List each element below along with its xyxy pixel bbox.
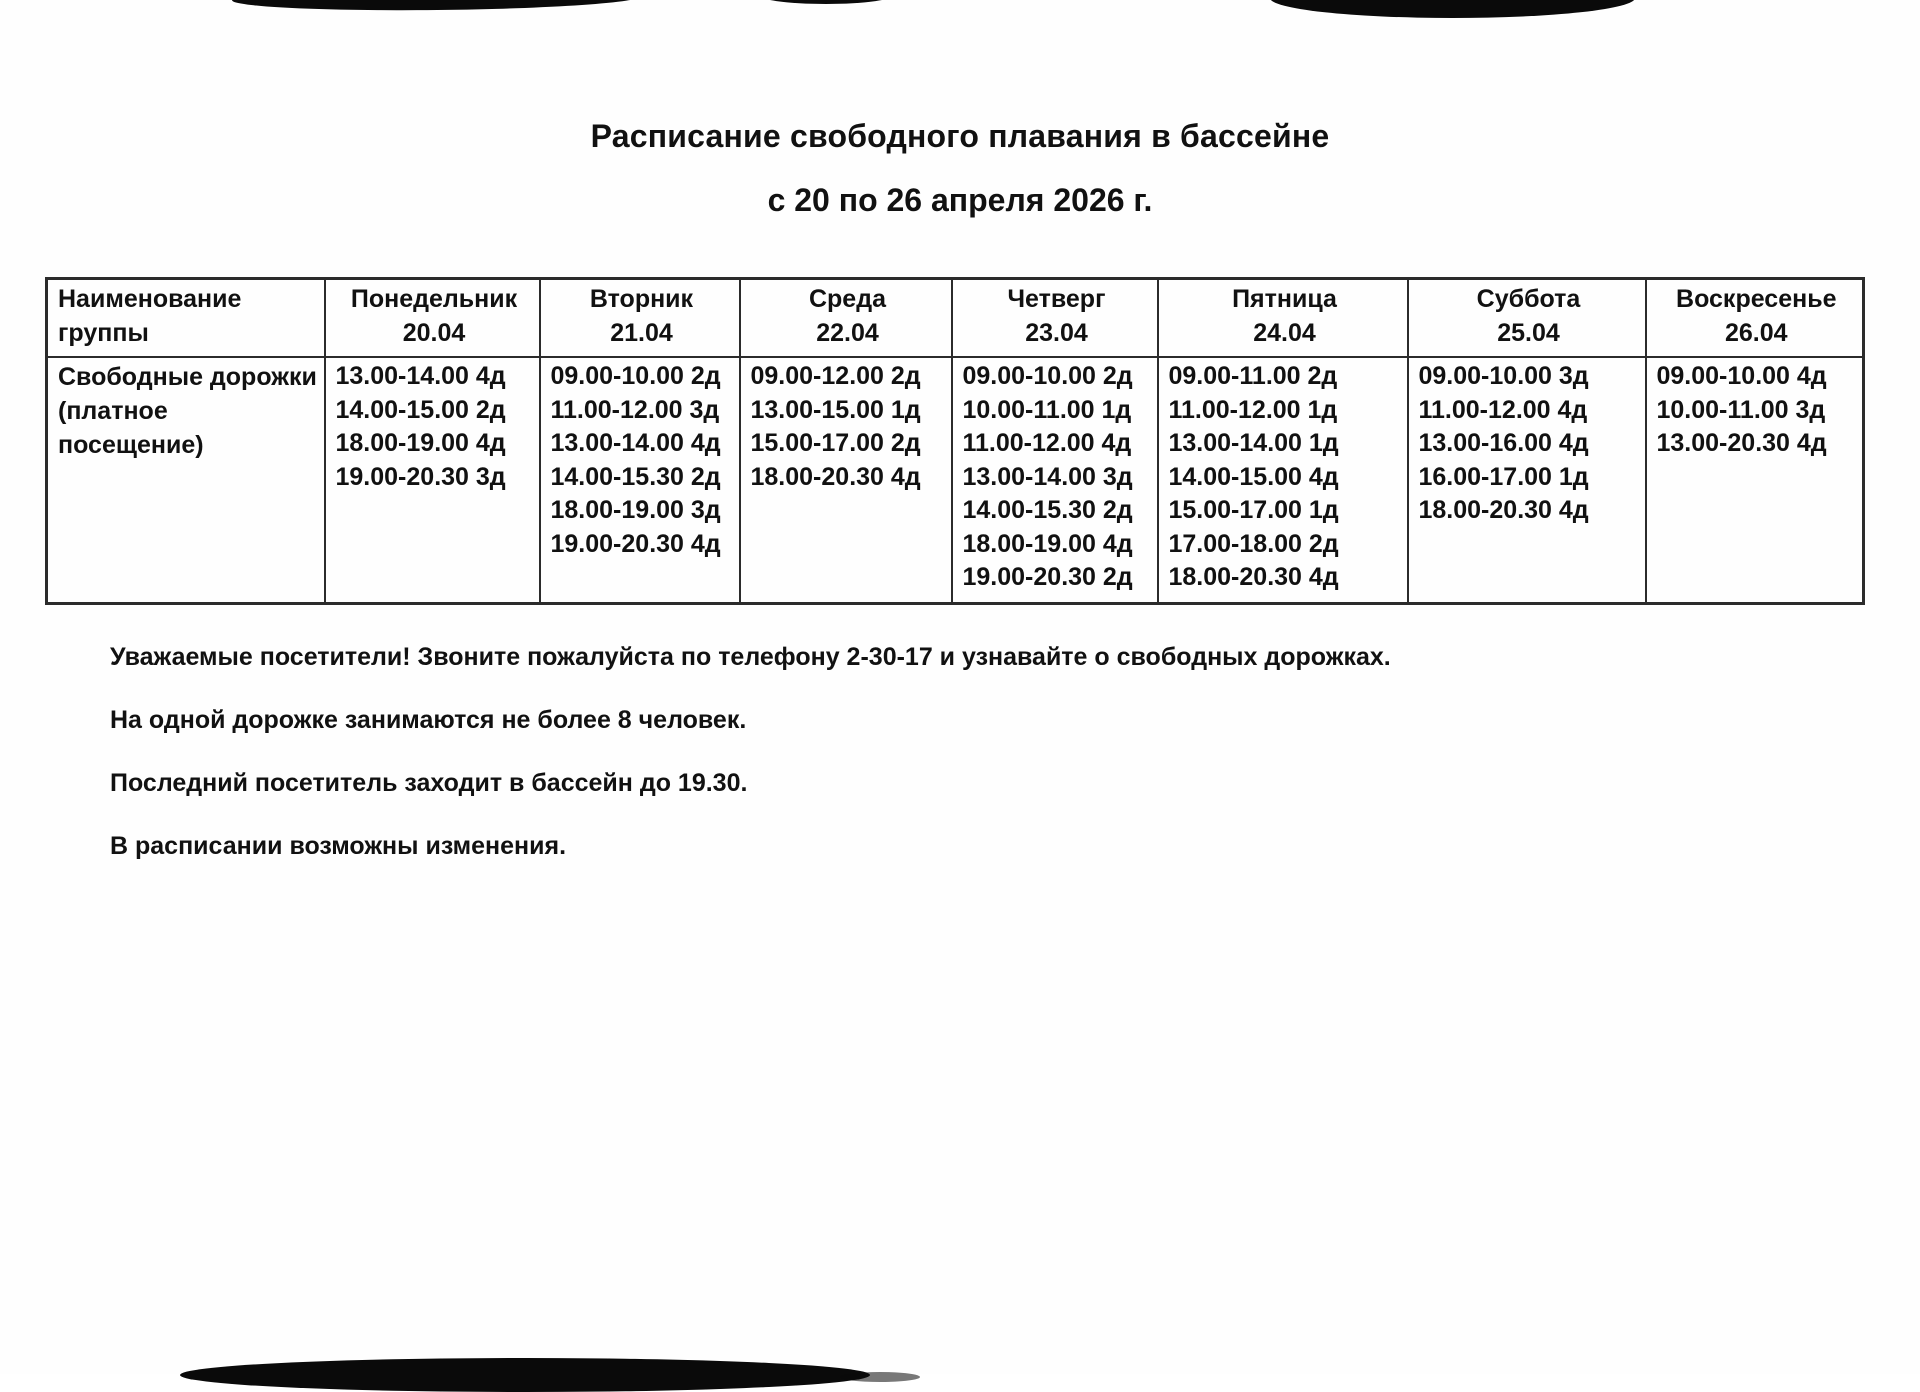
time-slot: 13.00-16.00 4д xyxy=(1418,429,1589,457)
time-slot: 09.00-11.00 2д xyxy=(1168,362,1338,390)
time-slot: 09.00-10.00 4д xyxy=(1656,362,1827,390)
time-slot: 13.00-14.00 1д xyxy=(1168,429,1339,457)
time-slot: 10.00-11.00 1д xyxy=(962,395,1132,424)
day-header-1 xyxy=(325,279,540,358)
time-slot: 10.00-11.00 3д xyxy=(1656,395,1826,424)
day-header-6 xyxy=(1408,279,1646,358)
day-header-7 xyxy=(1646,279,1864,358)
day-slots-cell xyxy=(540,357,740,604)
group-name-cell: Свободные дорожки (платное посещение) xyxy=(47,357,325,604)
note: В расписании возможны изменения. xyxy=(110,832,567,860)
time-slot: 18.00-19.00 4д xyxy=(335,429,506,457)
time-slot: 09.00-12.00 2д xyxy=(750,362,921,390)
day-header-5 xyxy=(1158,279,1408,358)
time-slot: 18.00-20.30 4д xyxy=(1168,563,1339,591)
time-slot: 14.00-15.00 2д xyxy=(335,395,506,424)
time-slot: 09.00-10.00 3д xyxy=(1418,362,1589,390)
note: Уважаемые посетители! Звоните пожалуйста по телефону 2-30-17 и узнавайте о свободных дорожках. xyxy=(110,643,1391,671)
day-name: Понедельник xyxy=(350,285,518,313)
time-slot: 13.00-14.00 3д xyxy=(962,462,1133,491)
time-slot: 09.00-10.00 2д xyxy=(962,362,1133,390)
time-slot: 13.00-14.00 4д xyxy=(550,429,721,457)
scan-artifact xyxy=(180,1358,870,1392)
time-slot: 13.00-14.00 4д xyxy=(335,362,506,390)
day-date: 20.04 xyxy=(402,319,466,347)
scan-artifact xyxy=(756,0,896,4)
day-date: 26.04 xyxy=(1724,319,1788,347)
day-name: Воскресенье xyxy=(1676,285,1837,313)
day-name: Вторник xyxy=(589,285,694,313)
note: На одной дорожке занимаются не более 8 человек. xyxy=(110,706,747,734)
schedule-table xyxy=(45,277,1865,605)
time-slot: 16.00-17.00 1д xyxy=(1418,462,1589,491)
day-slots-cell xyxy=(1646,357,1864,604)
day-date: 21.04 xyxy=(610,319,673,347)
time-slot: 09.00-10.00 2д xyxy=(550,362,721,390)
time-slot: 18.00-19.00 3д xyxy=(550,496,721,524)
time-slot: 18.00-20.30 4д xyxy=(750,462,921,491)
time-slot: 19.00-20.30 3д xyxy=(335,462,506,491)
time-slot: 13.00-15.00 1д xyxy=(750,395,921,424)
time-slot: 17.00-18.00 2д xyxy=(1168,529,1339,558)
day-name: Среда xyxy=(808,285,886,313)
day-slots-cell xyxy=(952,357,1158,604)
day-name: Суббота xyxy=(1476,285,1581,313)
notes-section xyxy=(110,642,1810,894)
table-row xyxy=(47,357,1864,604)
time-slot: 18.00-20.30 4д xyxy=(1418,496,1589,524)
day-header-2 xyxy=(540,279,740,358)
day-name: Пятница xyxy=(1232,285,1337,313)
day-date: 24.04 xyxy=(1253,319,1316,347)
scan-artifact xyxy=(232,0,642,12)
scan-artifact xyxy=(1270,0,1635,18)
day-date: 23.04 xyxy=(1025,319,1088,347)
page-subtitle: с 20 по 26 апреля 2026 г. xyxy=(767,182,1153,218)
day-header-3 xyxy=(740,279,952,358)
time-slot: 14.00-15.30 2д xyxy=(962,496,1133,524)
time-slot: 19.00-20.30 2д xyxy=(962,563,1133,591)
note: Последний посетитель заходит в бассейн до 19.30. xyxy=(110,769,748,797)
time-slot: 13.00-20.30 4д xyxy=(1656,429,1827,457)
page-title: Расписание свободного плавания в бассейне xyxy=(590,118,1330,154)
time-slot: 11.00-12.00 4д xyxy=(1418,395,1588,424)
day-name: Четверг xyxy=(1007,285,1106,313)
day-slots-cell xyxy=(740,357,952,604)
day-slots-cell xyxy=(325,357,540,604)
time-slot: 15.00-17.00 2д xyxy=(750,429,921,457)
time-slot: 19.00-20.30 4д xyxy=(550,529,721,558)
time-slot: 11.00-12.00 4д xyxy=(962,429,1132,457)
time-slot: 14.00-15.00 4д xyxy=(1168,462,1339,491)
day-slots-cell xyxy=(1408,357,1646,604)
group-column-header: Наименование группы xyxy=(47,279,325,358)
time-slot: 14.00-15.30 2д xyxy=(550,462,721,491)
table-header-row xyxy=(47,279,1864,358)
day-slots-cell xyxy=(1158,357,1408,604)
day-date: 22.04 xyxy=(816,319,879,347)
time-slot: 18.00-19.00 4д xyxy=(962,529,1133,558)
day-date: 25.04 xyxy=(1497,319,1560,347)
day-header-4 xyxy=(952,279,1158,358)
time-slot: 11.00-12.00 1д xyxy=(1168,395,1338,424)
time-slot: 15.00-17.00 1д xyxy=(1168,496,1339,524)
time-slot: 11.00-12.00 3д xyxy=(550,395,720,424)
